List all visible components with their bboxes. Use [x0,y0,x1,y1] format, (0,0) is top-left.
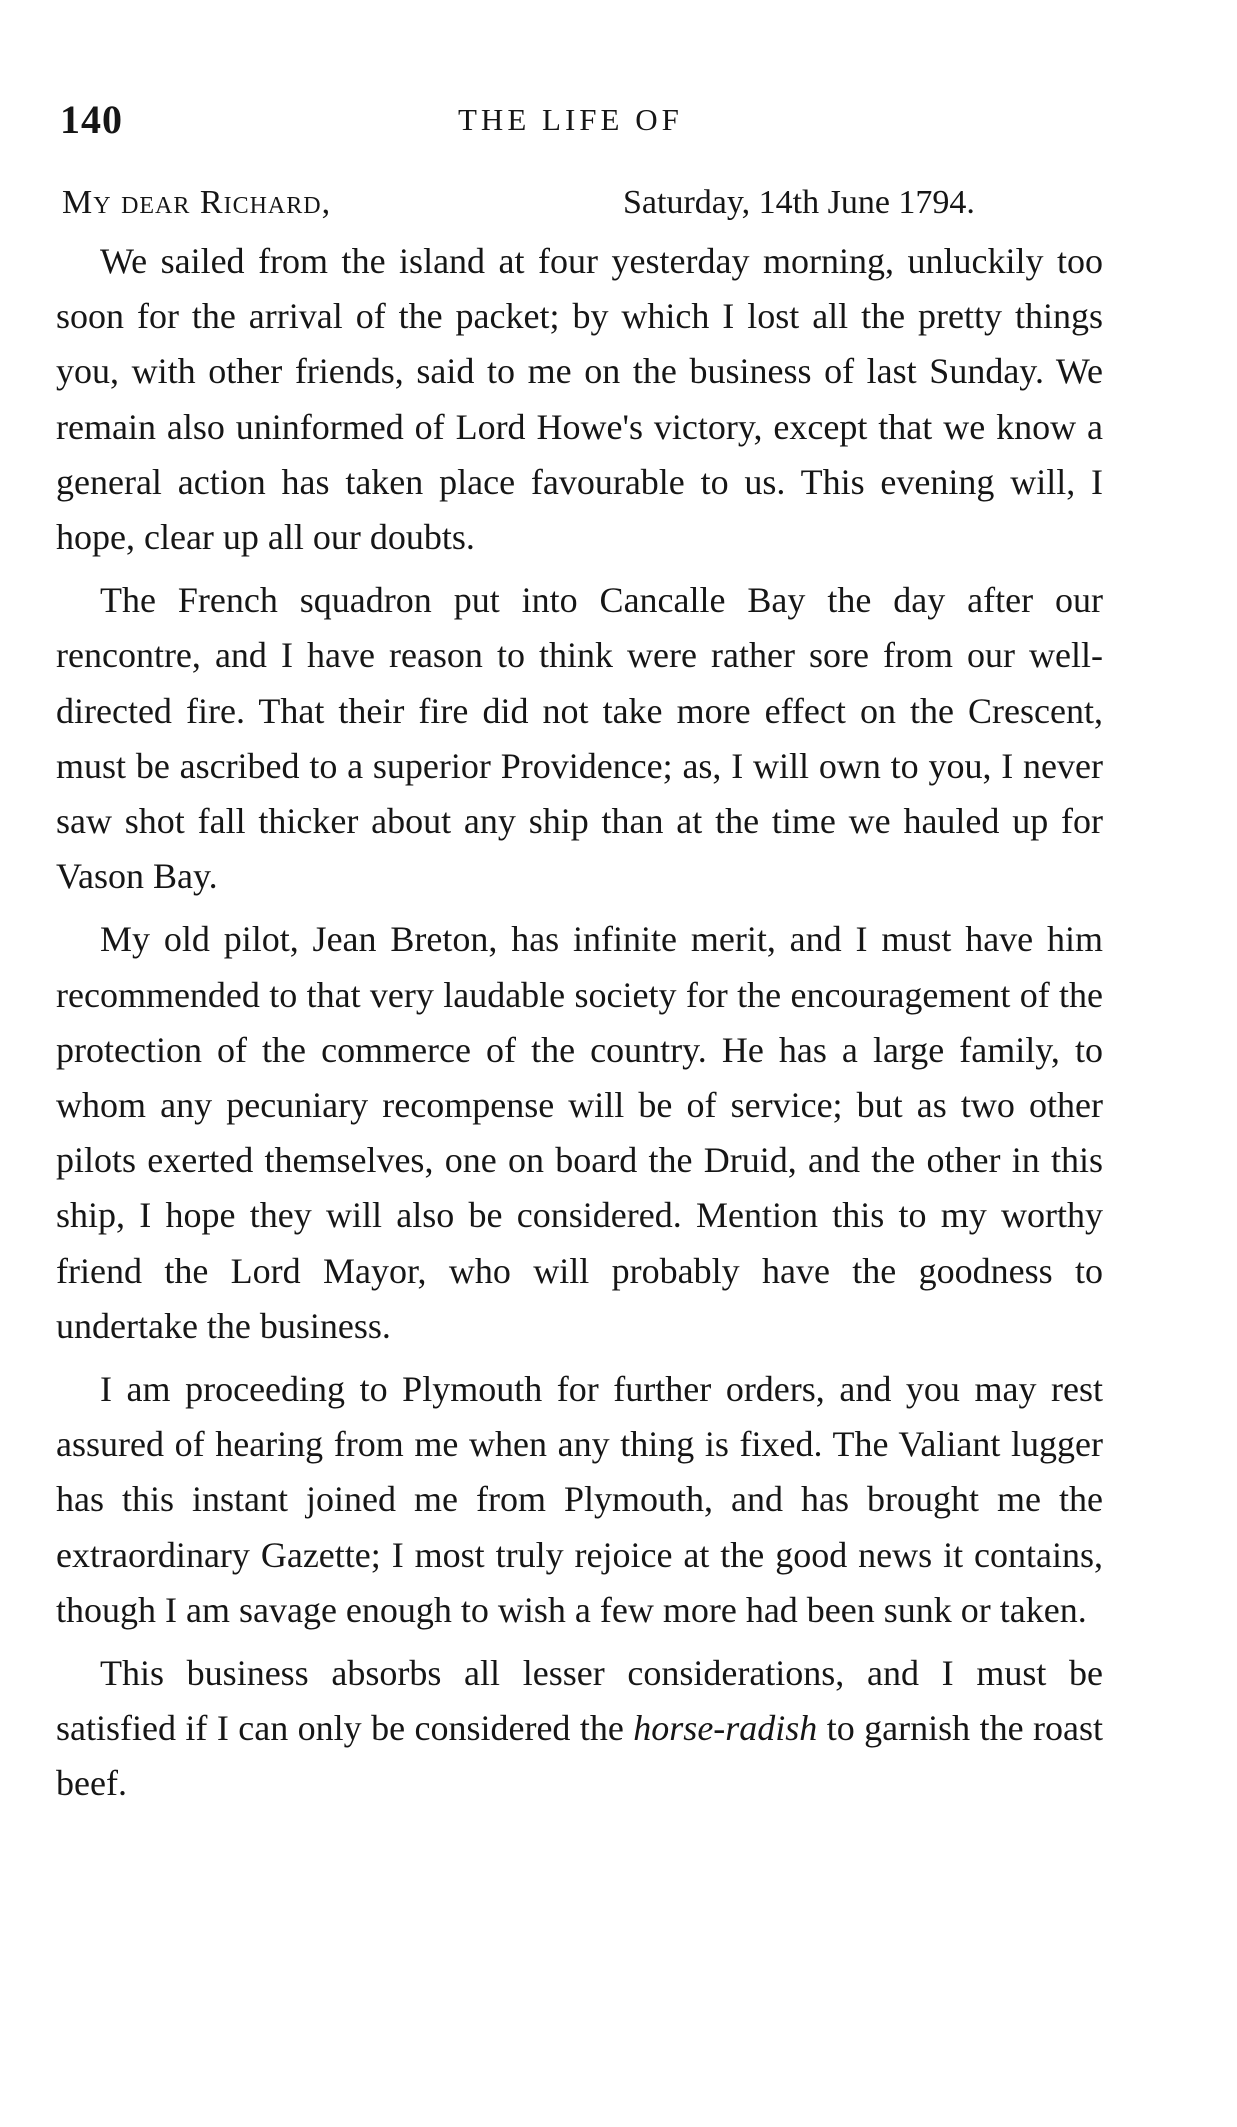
paragraph-5 [56,1646,1103,1812]
paragraph-1: We sailed from the island at four yesterday morning, unluckily too soon for the arrival of the packet; by which I lost all the pretty things you, with other friends, said to me on the business of last Sunday. We remain also uninformed of Lord Howe's victory, except that we know a general action has taken place favourable to us. This evening will, I hope, clear up all our doubts. [56,241,1103,558]
page-header [60,96,1105,146]
paragraph-3: My old pilot, Jean Breton, has infinite merit, and I must have him recommended to that very laudable society for the encouragement of the protection of the commerce of the country. He has a large family, to whom any pecuniary recompense will be of service; but as two other pilots exerted themselves, one on board the Druid, and the other in this ship, I hope they will also be considered. Mention this to my worthy friend the Lord Mayor, who will probably have the goodness to undertake the business. [56,919,1103,1346]
running-title: THE LIFE OF [458,102,683,137]
letter-heading [62,184,1102,228]
paragraph-5-emphasis: horse-radish [633,1708,818,1749]
paragraph-5-text-after: to garnish the roast beef. [56,1708,1103,1804]
paragraph-5-text-before: This business absorbs all lesser considerations, and I must be satisfied if I can only be considered the [56,1653,1103,1749]
letter-date: Saturday, 14th June 1794. [623,184,975,221]
paragraph-2: The French squadron put into Cancalle Bay the day after our rencontre, and I have reason to think were rather sore from our well-directed fire. That their fire did not take more effect on the Crescent, must be ascribed to a superior Providence; as, I will own to you, I never saw shot fall thicker about any ship than at the time we hauled up for Vason Bay. [56,580,1103,897]
letter-salutation: My dear Richard, [62,184,332,221]
page-number: 140 [60,97,123,142]
paragraph-4: I am proceeding to Plymouth for further orders, and you may rest assured of hearing from me when any thing is fixed. The Valiant lugger has this instant joined me from Plymouth, and has brought me the extraordinary Gazette; I most truly rejoice at the good news it contains, though I am savage enough to wish a few more had been sunk or taken. [56,1369,1103,1630]
letter-body [56,234,1103,1820]
